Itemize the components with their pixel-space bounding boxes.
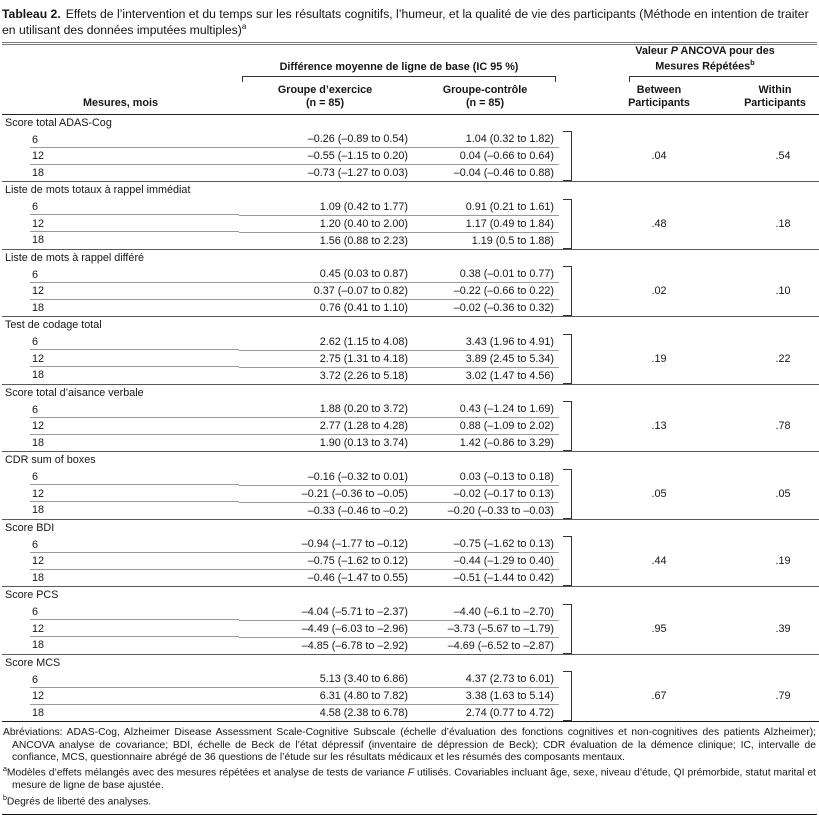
exercise-header-line2: (n = 85) — [305, 96, 345, 109]
diff-group-label: Différence moyenne de ligne de base (IC 95 %) — [279, 60, 519, 73]
p-within-value: .18 — [729, 199, 819, 250]
table-title — [2, 5, 817, 42]
footnote-a — [3, 764, 816, 792]
p-between-value: .48 — [589, 199, 729, 250]
col-group-header-diff — [239, 45, 559, 75]
col-header-within — [729, 83, 819, 114]
table-row — [2, 334, 819, 351]
bracket-cell — [559, 401, 589, 452]
table-row — [2, 401, 819, 418]
control-value: 3.89 (2.45 to 5.34) — [411, 350, 559, 367]
section-label: CDR sum of boxes — [5, 454, 96, 467]
bracket-cell — [559, 131, 589, 182]
within-header-line2: Participants — [744, 96, 806, 109]
p-within-value: .22 — [729, 334, 819, 385]
control-value: –0.44 (–1.29 to 0.40) — [411, 553, 559, 570]
control-value: –0.20 (–0.33 to –0.03) — [411, 502, 559, 519]
exercise-value: 0.37 (–0.07 to 0.82) — [239, 283, 411, 300]
exercise-value: 1.90 (0.13 to 3.74) — [239, 435, 411, 452]
footnote-b — [3, 793, 816, 809]
p-between-value: .44 — [589, 536, 729, 587]
control-value: 1.17 (0.49 to 1.84) — [411, 215, 559, 232]
row-group-bracket-icon — [563, 604, 572, 654]
control-value: –3.73 (–5.67 to –1.79) — [411, 620, 559, 637]
control-value: –0.51 (–1.44 to 0.42) — [411, 570, 559, 587]
control-value: 0.04 (–0.66 to 0.64) — [411, 148, 559, 165]
exercise-value: –0.46 (–1.47 to 0.55) — [239, 570, 411, 587]
control-value: 2.74 (0.77 to 4.72) — [411, 705, 559, 722]
exercise-value: 1.56 (0.88 to 2.23) — [239, 232, 411, 249]
p-within-value: .39 — [729, 604, 819, 655]
section-label: Liste de mots à rappel différé — [5, 251, 145, 264]
control-value: –4.40 (–6.1 to –2.70) — [411, 604, 559, 621]
exercise-value: 1.09 (0.42 to 1.77) — [239, 199, 411, 216]
table-body — [2, 114, 819, 722]
section-label: Liste de mots totaux à rappel immédiat — [5, 184, 191, 197]
exercise-value: –0.75 (–1.62 to 0.12) — [239, 553, 411, 570]
footnote-a-text: Modèles d’effets mélangés avec des mesures répétées et analyse de tests de variance — [6, 767, 408, 779]
exercise-value: –0.16 (–0.32 to 0.01) — [239, 469, 411, 486]
ancova-p-italic: P — [670, 44, 678, 57]
control-value: 0.38 (–0.01 to 0.77) — [411, 266, 559, 283]
exercise-value: 0.76 (0.41 to 1.10) — [239, 300, 411, 317]
bracket-cell — [559, 334, 589, 385]
control-value: 0.43 (–1.24 to 1.69) — [411, 401, 559, 418]
ancova-bracket-cell — [589, 75, 819, 83]
col-header-exercise — [239, 83, 411, 114]
exercise-value: 1.88 (0.20 to 3.72) — [239, 401, 411, 418]
ancova-label-line1 — [589, 45, 819, 58]
month-cell: 18 — [2, 232, 239, 249]
section-row — [2, 587, 819, 604]
table-row — [2, 266, 819, 283]
exercise-value: –0.73 (–1.27 to 0.03) — [239, 165, 411, 182]
section-row — [2, 317, 819, 334]
bracket-cell — [559, 604, 589, 655]
ancova-label-line2 — [589, 58, 819, 74]
row-group-bracket-icon — [563, 469, 572, 519]
control-value: 3.38 (1.63 to 5.14) — [411, 688, 559, 705]
row-group-bracket-icon — [563, 334, 572, 384]
section-row — [2, 452, 819, 469]
month-cell: 18 — [2, 502, 239, 519]
p-between-value: .05 — [589, 469, 729, 520]
exercise-header-line1: Groupe d’exercice — [277, 83, 373, 96]
footnote-a-marker: a — [3, 766, 7, 774]
footnote-b-text: Degrés de liberté des analyses. — [6, 795, 152, 807]
ancova-pre: Valeur — [635, 44, 671, 57]
control-value: 1.19 (0.5 to 1.88) — [411, 232, 559, 249]
month-cell: 12 — [2, 215, 239, 232]
month-cell: 12 — [2, 620, 239, 637]
month-cell: 12 — [2, 350, 239, 367]
control-header-line1: Groupe-contrôle — [442, 83, 528, 96]
bracket-cell — [559, 199, 589, 250]
p-within-value: .79 — [729, 671, 819, 722]
p-between-value: .19 — [589, 334, 729, 385]
table-footnotes — [2, 722, 817, 814]
section-row — [2, 519, 819, 536]
exercise-value: 2.62 (1.15 to 4.08) — [239, 334, 411, 351]
ancova-bracket-icon — [629, 76, 819, 82]
month-cell: 18 — [2, 435, 239, 452]
exercise-value: –0.26 (–0.89 to 0.54) — [239, 131, 411, 148]
ancova-post: ANCOVA pour des — [677, 44, 775, 57]
between-header-line1: Between — [636, 83, 682, 96]
table-title-text: Effets de l’intervention et du temps sur les résultats cognitifs, l’humeur, et la qualité de vie des participants (Méthode en intention de traiter en utilisant des données imputées multiples) — [2, 7, 809, 38]
col-group-header-ancova — [589, 45, 819, 75]
footnote-abbreviations — [3, 727, 816, 764]
control-header-line2: (n = 85) — [465, 96, 505, 109]
month-cell: 18 — [2, 705, 239, 722]
month-cell: 12 — [2, 148, 239, 165]
exercise-value: –0.21 (–0.36 to –0.05) — [239, 485, 411, 502]
table-row — [2, 131, 819, 148]
between-header-line2: Participants — [628, 96, 690, 109]
section-row — [2, 654, 819, 671]
exercise-value: 6.31 (4.80 to 7.82) — [239, 688, 411, 705]
exercise-value: –0.94 (–1.77 to –0.12) — [239, 536, 411, 553]
exercise-value: 3.72 (2.26 to 5.18) — [239, 367, 411, 384]
control-value: –0.75 (–1.62 to 0.13) — [411, 536, 559, 553]
control-value: 1.04 (0.32 to 1.82) — [411, 131, 559, 148]
month-cell: 18 — [2, 165, 239, 182]
exercise-value: –0.55 (–1.15 to 0.20) — [239, 148, 411, 165]
month-cell: 12 — [2, 553, 239, 570]
col-header-measures: Mesures, mois — [2, 45, 239, 114]
bracket-cell — [559, 266, 589, 317]
header-spacer — [559, 45, 589, 75]
row-group-bracket-icon — [563, 671, 572, 721]
section-row — [2, 384, 819, 401]
ancova-footnote-marker: b — [750, 57, 755, 67]
header-spacer — [559, 75, 589, 83]
footnote-b-marker: b — [3, 794, 7, 802]
within-header-line1: Within — [758, 83, 792, 96]
p-within-value: .54 — [729, 131, 819, 182]
bracket-cell — [559, 671, 589, 722]
control-value: 0.03 (–0.13 to 0.18) — [411, 469, 559, 486]
p-between-value: .67 — [589, 671, 729, 722]
table-title-footnote-marker: a — [241, 22, 247, 32]
month-cell: 18 — [2, 300, 239, 317]
p-within-value: .10 — [729, 266, 819, 317]
control-value: –0.22 (–0.66 to 0.22) — [411, 283, 559, 300]
exercise-value: 4.58 (2.38 to 6.78) — [239, 705, 411, 722]
month-cell: 6 — [2, 401, 239, 418]
section-label: Score PCS — [5, 589, 59, 602]
section-label: Score total ADAS-Cog — [5, 116, 112, 129]
col-header-control — [411, 83, 559, 114]
exercise-value: 2.75 (1.31 to 4.18) — [239, 350, 411, 367]
footnote-a-text-end: utilisés. Covariables incluant âge, sexe, niveau d’étude, QI prémorbide, statut marital et mesure de ligne de base ajustée. — [12, 767, 816, 792]
p-between-value: .02 — [589, 266, 729, 317]
month-cell: 18 — [2, 570, 239, 587]
p-between-value: .13 — [589, 401, 729, 452]
diff-bracket-icon — [242, 76, 556, 82]
row-group-bracket-icon — [563, 199, 572, 249]
table-number-label: Tableau 2. — [2, 7, 61, 21]
p-within-value: .78 — [729, 401, 819, 452]
exercise-value: 1.20 (0.40 to 2.00) — [239, 215, 411, 232]
diff-bracket-cell — [239, 75, 559, 83]
month-cell: 12 — [2, 485, 239, 502]
control-value: –0.02 (–0.36 to 0.32) — [411, 300, 559, 317]
month-cell: 6 — [2, 334, 239, 351]
row-group-bracket-icon — [563, 536, 572, 586]
control-value: 3.43 (1.96 to 4.91) — [411, 334, 559, 351]
exercise-value: –4.04 (–5.71 to –2.37) — [239, 604, 411, 621]
month-cell: 6 — [2, 131, 239, 148]
p-between-value: .95 — [589, 604, 729, 655]
exercise-value: –4.49 (–6.03 to –2.96) — [239, 620, 411, 637]
footnote-abbrev-text: Abréviations: ADAS-Cog, Alzheimer Disease Assessment Scale-Cognitive Subscale (échelle d’évaluation des fonctions cognitives et non-cognitives des patients Alzheimer); ANCOVA analyse de covariance; BDI, échelle de Beck de l’état dépressif (inventaire de dépression de Beck); CDR évaluation de la démence clinique; IC, intervalle de confiance, MCS, questionnaire abrégé de 36 questions de l’étude sur les résultats médicaux et les résumés des composants mentaux. — [3, 727, 816, 763]
control-value: –4.69 (–6.52 to –2.87) — [411, 637, 559, 654]
exercise-value: 5.13 (3.40 to 6.86) — [239, 671, 411, 688]
bracket-cell — [559, 536, 589, 587]
footnote-a-f-italic: F — [407, 767, 414, 779]
month-cell: 18 — [2, 637, 239, 654]
col-header-between — [589, 83, 729, 114]
table-row — [2, 671, 819, 688]
control-value: 1.42 (–0.86 to 3.29) — [411, 435, 559, 452]
month-cell: 6 — [2, 199, 239, 216]
table-row — [2, 604, 819, 621]
p-within-value: .05 — [729, 469, 819, 520]
row-group-bracket-icon — [563, 266, 572, 316]
row-group-bracket-icon — [563, 401, 572, 451]
section-row — [2, 114, 819, 131]
row-group-bracket-icon — [563, 131, 572, 181]
month-cell: 12 — [2, 283, 239, 300]
control-value: 0.88 (–1.09 to 2.02) — [411, 418, 559, 435]
month-cell: 6 — [2, 266, 239, 283]
ancova-line2: Mesures Répétées — [655, 60, 751, 73]
control-value: 3.02 (1.47 to 4.56) — [411, 367, 559, 384]
section-label: Score MCS — [5, 656, 61, 669]
exercise-value: –4.85 (–6.78 to –2.92) — [239, 637, 411, 654]
control-value: –0.04 (–0.46 to 0.88) — [411, 165, 559, 182]
exercise-value: –0.33 (–0.46 to –0.2) — [239, 502, 411, 519]
header-spacer — [559, 83, 589, 114]
month-cell: 18 — [2, 367, 239, 384]
section-label: Score total d’aisance verbale — [5, 386, 144, 399]
table-header — [2, 45, 819, 114]
table-row — [2, 536, 819, 553]
month-cell: 12 — [2, 688, 239, 705]
month-cell: 6 — [2, 604, 239, 621]
p-within-value: .19 — [729, 536, 819, 587]
table-row — [2, 199, 819, 216]
section-label: Score BDI — [5, 521, 55, 534]
month-cell: 6 — [2, 671, 239, 688]
exercise-value: 0.45 (0.03 to 0.87) — [239, 266, 411, 283]
header-group-row — [2, 45, 819, 75]
month-cell: 6 — [2, 536, 239, 553]
section-row — [2, 249, 819, 266]
table-row — [2, 469, 819, 486]
results-table — [2, 45, 819, 722]
month-cell: 6 — [2, 469, 239, 486]
control-value: 4.37 (2.73 to 6.01) — [411, 671, 559, 688]
section-label: Test de codage total — [5, 319, 102, 332]
control-value: –0.02 (–0.17 to 0.13) — [411, 485, 559, 502]
exercise-value: 2.77 (1.28 to 4.28) — [239, 418, 411, 435]
control-value: 0.91 (0.21 to 1.61) — [411, 199, 559, 216]
month-cell: 12 — [2, 418, 239, 435]
bracket-cell — [559, 469, 589, 520]
p-between-value: .04 — [589, 131, 729, 182]
section-row — [2, 182, 819, 199]
